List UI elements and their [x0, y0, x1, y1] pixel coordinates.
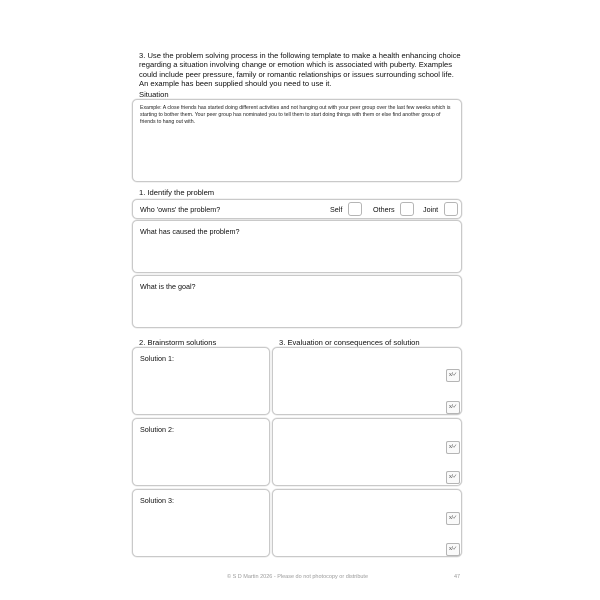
cause-label: What has caused the problem? — [140, 227, 240, 236]
identify-heading: 1. Identify the problem — [139, 188, 215, 197]
evaluation-3a-mark[interactable]: x/✓ — [446, 512, 460, 525]
owner-row — [132, 199, 462, 219]
option-self-label: Self — [330, 205, 343, 214]
situation-heading: Situation — [139, 90, 169, 99]
evaluation-2b-mark[interactable]: x/✓ — [446, 471, 460, 484]
option-others-label: Others — [373, 205, 395, 214]
evaluation-1a-mark[interactable]: x/✓ — [446, 369, 460, 382]
solution-3-box[interactable] — [132, 489, 270, 557]
page-number: 47 — [454, 574, 461, 580]
goal-box[interactable] — [132, 275, 462, 328]
option-joint-label: Joint — [423, 205, 439, 214]
evaluation-3-box[interactable] — [272, 489, 462, 557]
evaluation-1-box[interactable] — [272, 347, 462, 415]
solution-3-label: Solution 3: — [140, 496, 174, 505]
owns-problem-label: Who 'owns' the problem? — [140, 205, 221, 214]
solution-1-box[interactable] — [132, 347, 270, 415]
evaluation-2a-mark[interactable]: x/✓ — [446, 441, 460, 454]
cause-box[interactable] — [132, 220, 462, 273]
goal-label: What is the goal? — [140, 282, 196, 291]
task-instructions: 3. Use the problem solving process in the following template to make a health enhancing choice regarding a situation involving change or emotion which is associated with puberty. Examples could include peer pressure, family or romantic relationships or issues surrounding school life. An example has been supplied should you need to use it. — [139, 51, 461, 89]
situation-example: Example: A close friends has started doing different activities and not hanging out with your peer group over the last few weeks which is starting to bother them. Your peer group has nominated you to tell them to start doing things with them or else find another group of friends to hang out with. — [140, 105, 451, 125]
solution-2-label: Solution 2: — [140, 425, 174, 434]
evaluation-heading: 3. Evaluation or consequences of solution — [279, 338, 420, 347]
others-checkbox[interactable] — [400, 202, 414, 216]
solution-2-box[interactable] — [132, 418, 270, 486]
situation-box[interactable] — [132, 99, 462, 182]
solution-1-label: Solution 1: — [140, 354, 174, 363]
copyright-notice: © S D Martin 2026 - Please do not photocopy or distribute — [227, 574, 369, 580]
joint-checkbox[interactable] — [444, 202, 458, 216]
evaluation-1b-mark[interactable]: x/✓ — [446, 401, 460, 414]
brainstorm-heading: 2. Brainstorm solutions — [139, 338, 217, 347]
evaluation-2-box[interactable] — [272, 418, 462, 486]
evaluation-3b-mark[interactable]: x/✓ — [446, 543, 460, 556]
self-checkbox[interactable] — [348, 202, 362, 216]
